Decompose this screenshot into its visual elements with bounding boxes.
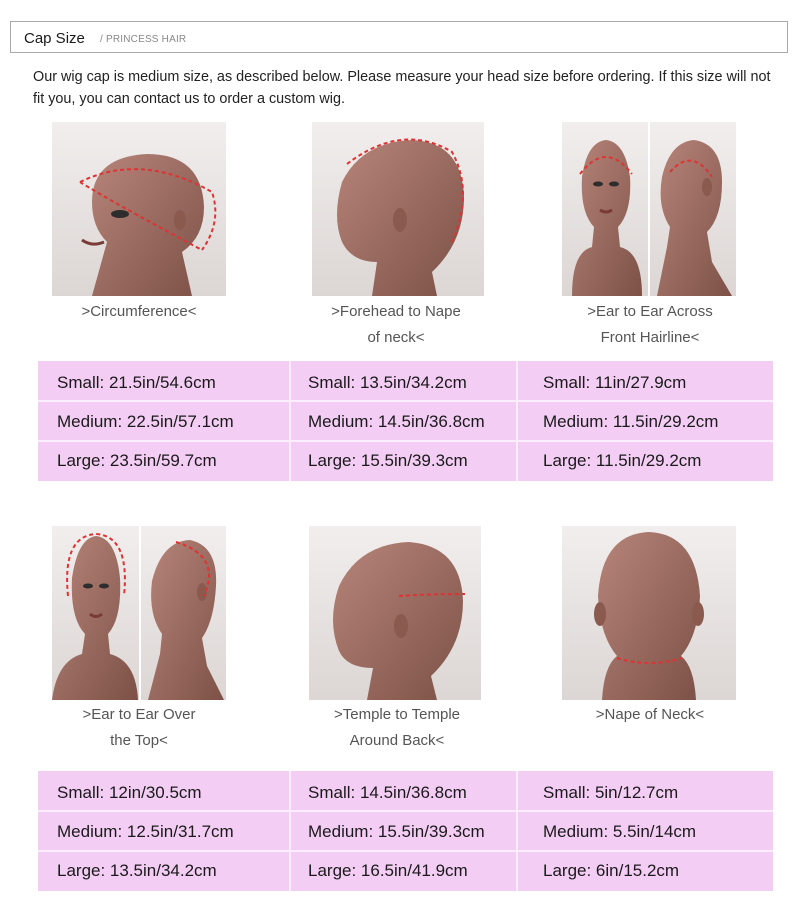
caption-line-2: the Top< [110,732,168,749]
mannequin-back-image [562,526,736,700]
nape-of-neck-photo [562,526,736,700]
circumference-medium: Medium: 22.5in/57.1cm [57,412,234,431]
caption-ear-to-ear-top [49,702,229,754]
ear-to-ear-front-small: Small: 11in/27.9cm [543,373,687,392]
table-divider [516,771,518,891]
ear-to-ear-front-large: Large: 11.5in/29.2cm [543,451,702,470]
ear-to-ear-front-photo [562,122,736,296]
forehead-to-nape-small: Small: 13.5in/34.2cm [308,373,467,392]
header-subtitle: / PRINCESS HAIR [100,34,187,45]
caption-line-1: >Temple to Temple [333,706,461,723]
circumference-small: Small: 21.5in/54.6cm [57,373,216,392]
caption-forehead-to-nape [306,299,486,351]
caption-line-2: Around Back< [349,732,445,749]
temple-to-temple-medium: Medium: 15.5in/39.3cm [308,822,485,841]
mannequin-front-and-side-image [562,122,736,296]
ear-to-ear-top-small: Small: 12in/30.5cm [57,783,202,802]
caption-nape-of-neck [560,702,740,728]
ear-to-ear-top-medium: Medium: 12.5in/31.7cm [57,822,234,841]
size-table-2 [38,771,773,891]
caption-circumference [49,299,229,325]
ear-to-ear-front-medium: Medium: 11.5in/29.2cm [543,412,719,431]
temple-to-temple-large: Large: 16.5in/41.9cm [308,861,468,880]
forehead-to-nape-large: Large: 15.5in/39.3cm [308,451,468,470]
header-title: Cap Size [24,30,85,47]
ear-to-ear-top-photo [52,526,226,700]
caption-temple-to-temple [307,702,487,754]
mannequin-profile-image [312,122,484,296]
intro-text: Our wig cap is medium size, as described below. Please measure your head size before ordering. If this size will not fit you, you can contact us to order a custom wig. [33,69,771,107]
nape-of-neck-large: Large: 6in/15.2cm [543,861,680,880]
caption-line-2: Front Hairline< [600,329,700,346]
size-table-1 [38,361,773,481]
mannequin-front-and-side-image [52,526,226,700]
forehead-to-nape-medium: Medium: 14.5in/36.8cm [308,412,485,431]
nape-of-neck-small: Small: 5in/12.7cm [543,783,679,802]
table-divider [289,361,291,481]
caption-line-1: >Circumference< [81,303,197,320]
ear-to-ear-top-large: Large: 13.5in/34.2cm [57,861,217,880]
caption-ear-to-ear-front [560,299,740,351]
table-divider [289,771,291,891]
temple-to-temple-small: Small: 14.5in/36.8cm [308,783,467,802]
temple-to-temple-photo [309,526,481,700]
caption-line-1: >Ear to Ear Across [587,303,713,320]
caption-line-1: >Ear to Ear Over [82,706,196,723]
nape-of-neck-medium: Medium: 5.5in/14cm [543,822,697,841]
forehead-to-nape-photo [312,122,484,296]
table-divider [516,361,518,481]
caption-line-2: of neck< [367,329,425,346]
cap-size-header [10,21,788,53]
circumference-large: Large: 23.5in/59.7cm [57,451,217,470]
caption-line-1: >Nape of Neck< [595,706,705,723]
mannequin-profile-image [309,526,481,700]
mannequin-side-image [52,122,226,296]
circumference-photo [52,122,226,296]
caption-line-1: >Forehead to Nape [331,303,461,320]
